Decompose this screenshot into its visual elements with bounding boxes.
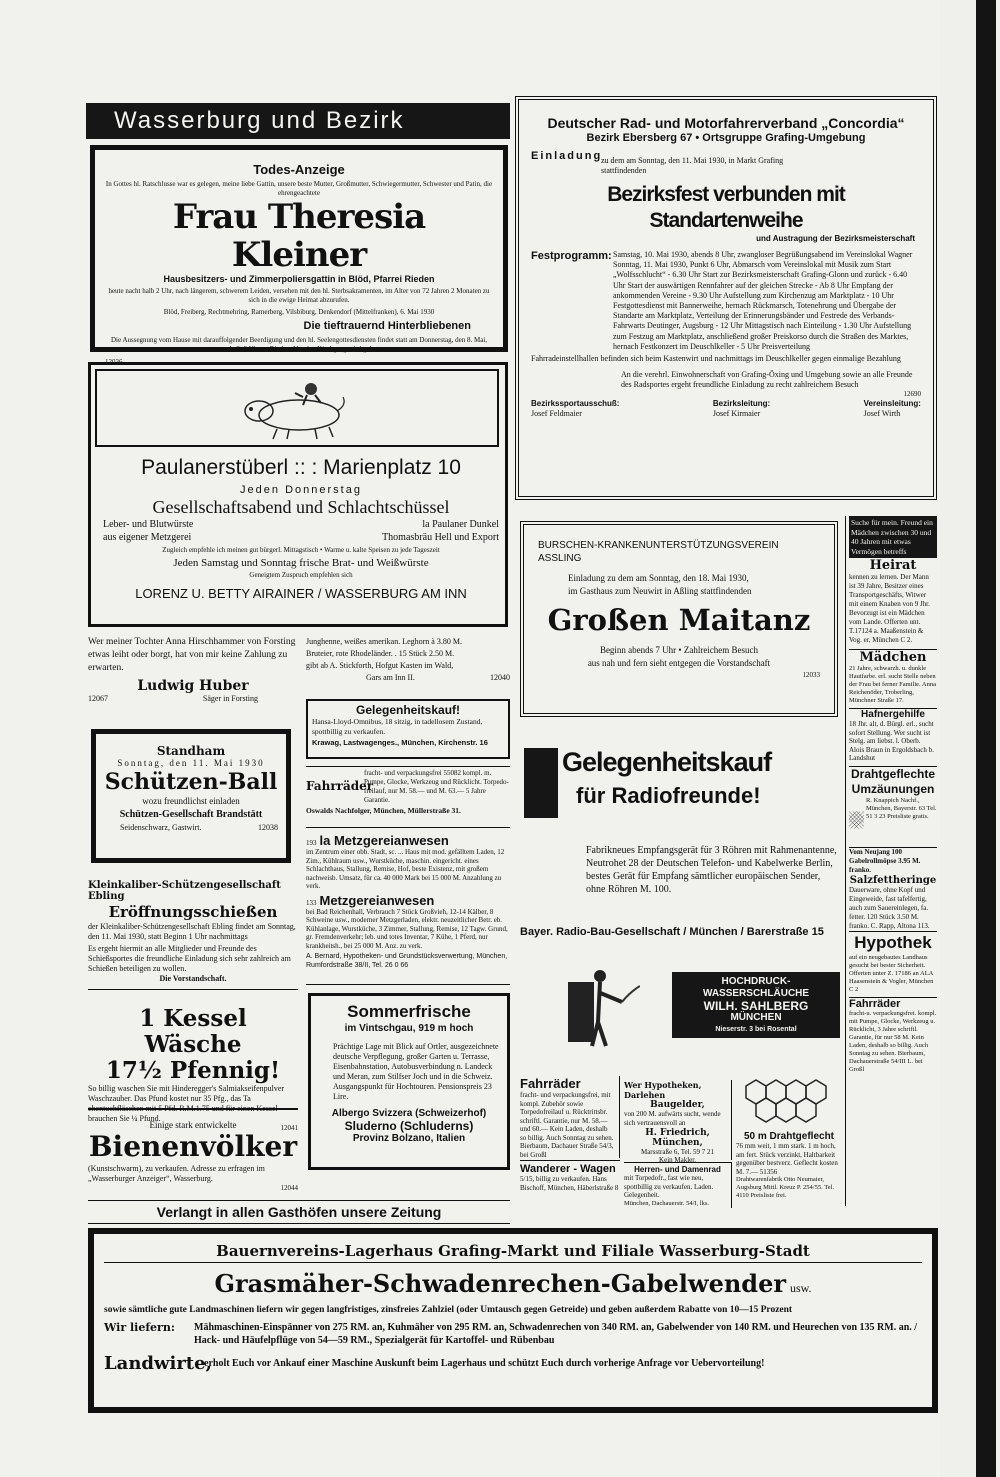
paulaner-line2: Gesellschaftsabend und Schlachtschüssel — [152, 497, 450, 517]
wanderer-ad — [520, 1160, 620, 1208]
metz-t2: Metzgereianwesen — [319, 892, 435, 908]
todes-intro: In Gottes hl. Ratschlusse war es gelegen, meine liebe Gattin, unsere beste Mutter, Großmutter, Schwiegermutter, Schwester und Patin, die ehrengeachtete — [105, 180, 493, 197]
deceased-title: Hausbesitzers- und Zimmerpoliersgattin in Blöd, Pfarrei Rieden — [163, 274, 435, 284]
gelegen1-l2: Krawag, Lastwagenges., München, Kirchenstr. 16 — [312, 738, 488, 747]
standham-date: Sonntag, den 11. Mai 1930 — [117, 758, 265, 768]
sahl-l3: WILH. SAHLBERG — [703, 999, 809, 1013]
jungh-num: 12040 — [490, 673, 510, 682]
concordia-sub: Bezirk Ebersberg 67 • Ortsgruppe Grafing-Umgebung — [586, 132, 866, 144]
fence-mesh-illustration — [849, 797, 864, 843]
sommer-sub: im Vintschgau, 919 m hoch — [344, 1023, 474, 1034]
standham-ball: Schützen-Ball — [104, 769, 278, 795]
kessel-text: So billig waschen Sie mit Hinderegger's Salmiakseifenpulver Waschzauber. Das Pfund kostet nur 35 Pfg., das Ta chentuchfläschen mit 5 Pfd. R.M.1.75 und für einen Kessel brauchen Sie ¼ Pfund. — [88, 1084, 285, 1123]
concordia-ad — [515, 96, 937, 500]
sommerfrische-ad — [308, 993, 510, 1170]
bauern-l3: erholt Euch vor Ankauf einer Maschine Auskunft beim Lagerhaus und schützt Euch durch vorherige Anfrage vor Uebervorteilung! — [204, 1358, 765, 1369]
pig-mascot-illustration — [237, 375, 367, 441]
standham-sig: Seidenschwarz, Gastwirt. — [120, 823, 202, 832]
burschen-inv2: im Gasthaus zum Neuwirt in Aßling stattfindenden — [568, 586, 752, 596]
hafner-title: Hafnergehilfe — [849, 708, 937, 720]
drahtgefl-title2: Umzäunungen — [851, 781, 935, 796]
bauern-wir: Wir liefern: — [104, 1321, 175, 1334]
concordia-festprog: Festprogramm: — [531, 250, 612, 262]
darlehen-ad — [624, 1080, 732, 1164]
sig3-name: Josef Wirth — [863, 409, 901, 419]
pig-illustration-frame — [95, 369, 499, 447]
kleinkaliber-ad — [88, 880, 298, 990]
herrenrad-ad — [624, 1162, 732, 1208]
burschen-inv1: Einladung zu dem am Sonntag, den 18. Mai 1930, — [568, 573, 749, 583]
mourners: Die tieftrauernd Hinterbliebenen — [303, 320, 471, 332]
klein-text: der Kleinkaliber-Schützengesellschaft Ebling findet am Sonntag, den 11. Mai 1930, statt Beginn 1 Uhr nachmittags — [88, 922, 296, 941]
concordia-closing: An die verehrl. Einwohnerschaft von Grafing-Öxing und Umgebung sowie an alle Freunde des Radsportes ergeht freundliche Einladung zu recht zahlreichem Besuch — [621, 370, 913, 390]
darl-addr: Marsstraße 6, Tel. 59 7 21 — [640, 1148, 715, 1156]
maedchen-text: 21 Jahre, schwarzh. u. dunkle Hautfarbe. erl. sucht Stelle neben der Frau bei ferner Familie. Anna Reichenöder, Troberling, Münchner Straße 17. — [849, 665, 936, 704]
burschen-main: Großen Maitanz — [547, 603, 811, 637]
burschen-sieht: aus nah und fern sieht entgegen die Vorstandschaft — [587, 658, 771, 668]
death-notice — [90, 145, 508, 366]
kessel-title2: 17½ Pfennig! — [105, 1057, 281, 1084]
wander-text: 5/15, billig zu verkaufen. Hans Bischoff, München, Häberlstraße 8 — [520, 1175, 619, 1192]
drahtgeflecht-ad — [736, 1076, 842, 1210]
concordia-inv1: zu dem am Sonntag, den 11. Mai 1930, in Markt Grafing — [601, 156, 784, 165]
bauern-title: Bauernvereins-Lagerhaus Grafing-Markt und Filiale Wasserburg-Stadt — [104, 1240, 922, 1263]
darl-sub2: Kein Makler. — [659, 1156, 696, 1164]
biene-text: (Kunstschwarm), zu verkaufen. Adresse zu erfragen im „Wasserburger Anzeiger“, Wasserburg. — [88, 1164, 265, 1183]
gelegenheit-bus-ad — [306, 699, 510, 759]
sig1-name: Josef Feldmaier — [531, 409, 582, 419]
sommer-title: Sommerfrische — [347, 1002, 471, 1021]
paulaner-footer: LORENZ U. BETTY AIRAINER / WASSERBURG AM INN — [135, 586, 467, 601]
kessel-num: 12041 — [280, 1124, 298, 1132]
herren-text: mit Torpedofr., fast wie neu, spottbillig zu verkaufen. Laden. Gelegenheit. — [624, 1174, 714, 1199]
concordia-einladung: Einladung — [531, 150, 603, 162]
concordia-und: und Austragung der Bezirksmeisterschaft — [756, 234, 915, 243]
burschen-title1: BURSCHEN-KRANKENUNTERSTÜTZUNGSVEREIN — [538, 540, 779, 551]
darl-name: H. Friedrich, München, — [645, 1128, 710, 1148]
fahrrad2-text: fracht- und verpackungsfrei, mit kompl. Zubehör sowie Torpedofreilauf u. Rücktrittsbr. schriftl. Garantie, nur M. 58.— und 60.— Kein Laden, deshalb so billig. Auch Sonntag zu sehen. Bierbaum, Dachauer Straße 54/3, bei Großl — [520, 1091, 614, 1159]
hypothek-title: Hypothek — [849, 931, 937, 954]
sommer-albergo: Albergo Svizzera (Schweizerhof) — [331, 1108, 487, 1119]
sahl-l1: HOCHDRUCK- — [721, 976, 791, 987]
biene-title: Bienenvölker — [88, 1130, 298, 1163]
draht1-sig: Drahtwarenfabrik Otto Neumaier, Augsburg Mittl. Kreuz P. 254/55. Tel. 4110 Preisliste frei. — [736, 1176, 835, 1199]
klein-title: Kleinkaliber-Schützengesellschaft Ebling — [88, 880, 281, 902]
right-column — [845, 516, 937, 1206]
metzgerei-ad — [306, 833, 510, 985]
paulaner-left2: aus eigener Metzgerei — [103, 532, 192, 543]
firefighter-hose-illustration — [560, 962, 640, 1052]
bauern-l1: sowie sämtliche gute Landmaschinen liefern wir gegen langfristiges, zinsfreies Zahlziel (oder Umtausch gegen Getreide) und geben außerdem Rabatte von 10—15 Prozent — [104, 1305, 793, 1315]
fahrrad1-sig: Oswalds Nachfolger, München, Müllerstraße 31. — [306, 806, 461, 815]
drahtgefl-sig: R. Knappich Nachf., München, Bayerstr. 63 Tel. 51 3 23 Preisliste gratis. — [865, 796, 937, 820]
darl-text: von 200 M. aufwärts sucht, wende sich vertrauensvoll an — [624, 1110, 721, 1127]
drahtgefl-title1: Drahtgeflechte — [850, 766, 936, 781]
todes-heading: Todes-Anzeige — [253, 162, 345, 177]
metz-tx2: bei Bad Reichenhall, Verbrauch 7 Stück Großvieh, 12-14 Kälber, 8 Schweine usw., moderner Metzgerladen, elektr. neuzeitlicher Betr. eb. Kühlanlage, Wurstküche, 3 Zimmer, Stallung, Remise, 12 Tagw. Grund, gr. Fremdenverkehr; leb. und totes Inventar, 7 Kühe, 1 Pferd, nur krankheitsh., bei 25 000 M. Anz. zu verk. — [306, 907, 508, 950]
paulaner-line1: Jeden Donnerstag — [240, 484, 362, 496]
fahrrad2-title: Fahrräder — [520, 1076, 581, 1091]
radio-title2: für Radiofreunde! — [576, 783, 761, 808]
sahl-l5: Nieserstr. 3 bei Rosental — [715, 1026, 797, 1033]
standham-num: 12038 — [258, 823, 278, 832]
fahrraeder-ad-2 — [520, 1076, 620, 1158]
sig1-head: Bezirkssportausschuß: — [531, 399, 620, 409]
burschen-title2: ASSLING — [538, 553, 582, 564]
fahrrad1-title: Fahrräder — [306, 779, 374, 793]
sahlberg-banner — [672, 972, 840, 1038]
hirschhammer-notice — [88, 636, 298, 720]
sahlberg-ad — [560, 960, 840, 1054]
gelegen1-title: Gelegenheitskauf! — [355, 703, 461, 717]
sahl-l4: MÜNCHEN — [730, 1012, 782, 1023]
todes-places: Blöd, Freiberg, Rechtmehring, Ramerberg, Vilsbiburg, Denkendorf (Mittelfranken), 6. Mai 1930 — [163, 308, 435, 316]
hirsch-text: Wer meiner Tochter Anna Hirschhammer von Forsting etwas leiht oder borgt, hat von mir keine Zahlung zu erwarten. — [88, 637, 296, 673]
hypothek-text: auf ein neugebautes Landhaus gesucht bei bester Sicherheit. Offerten unter Z. 17186 an ALA Haasenstein & Vogler, München C 2 — [849, 953, 934, 993]
wander-title: Wanderer - Wagen — [520, 1163, 616, 1175]
sommer-text: Prächtige Lage mit Blick auf Ortler, ausgezeichnete deutsche Verpflegung, großer Garten u. Terrasse, Eisenbahnstation, Autobusverbindung n. Landeck und Meran, zum Stilfser Joch und in die Schweiz. Ausgangspunkt für Hochtouren. Pensionspreis 23 Lire. — [333, 1042, 499, 1101]
bauern-l2: Mähmaschinen-Einspänner von 275 RM. an, Kuhmäher von 295 RM. an, Schwadenrechen von 340 RM. an, Gabelwender von 140 RM. und Heurechen von 135 RM. an. / Hack- und Häufelpflüge von 54—59 RM., Spezialgerät für Kartoffel- und Rübenbau — [194, 1322, 918, 1346]
sahl-l2: WASSERSCHLÄUCHE — [702, 988, 810, 999]
concordia-program: Samstag, 10. Mai 1930, abends 8 Uhr, zwangloser Begrüßungsabend im Vereinslokal Wagner Sonntag, 11. Mai 1930, Punkt 6 Uhr, Abmarsch vom Vereinslokal mit Musik zum Start „Wolfsschlucht“ - 6.30 Uhr Start zur Bezirksmeisterschaft Grafing-Glonn und zurück - 6.40 Uhr Start der auswärtigen Rennfahrer auf der gleichen Strecke - Ab 8 Uhr Empfang der ankommenden Vereine - 9.30 Uhr Aufstellung zum Kirchenzug am Marktplatz - 10 Uhr Festgottesdienst mit Bannerweihe, hernach Rückmarsch, Totenehrung und Übergabe der Standarte am Marktplatz, Verteilung der Erinnerungsbänder und Festrede des Verbands-Fahrwarts Deutinger, Augsburg - 12 Uhr Mittagstisch nach Einteilung - 1.30 Uhr Aufstellung zum Festzug am Marktplatz, anschließend großer Preiskorso durch die Straßen des Marktes, hernach Festkonzert im Deuschlkeller - 5 Uhr Preisverteilung — [613, 250, 913, 351]
concordia-fahrrad: Fahrradeinstellhallen befinden sich beim Kastenwirt und nachmittags im Deuschlkeller gegen einmalige Bezahlung — [531, 354, 901, 364]
biene-num: 12044 — [280, 1184, 298, 1192]
paulaner-ad — [88, 362, 508, 627]
bauern-main: Grasmäher-Schwadenrechen-Gabelwender — [214, 1269, 786, 1298]
metz-tx1: im Zentrum einer obb. Stadt, sc. ... Haus mit mod. gefälltem Laden, 12 Zim., Kühlraum usw., Wurstküche, maschin. eingericht. eines Schlachthaus, Stallung, Remise, Hof, beste Existenz, mit großem nachweisb. Umsatz, für ca. 40 000 Mark bei 15 000 M. Anzahlung zu verk. — [306, 848, 505, 890]
herren-addr: München, Dachauerstr. 54/I, lks. — [624, 1199, 710, 1207]
paulaner-left1: Leber- und Blutwürste — [103, 519, 194, 530]
fahrraeder-ad-1 — [306, 766, 510, 828]
hirsch-job: Säger in Forsting — [202, 694, 258, 703]
standham-ges: Schützen-Gesellschaft Brandstätt — [119, 809, 263, 820]
todes-funeral: Die Aussegnung vom Hause mit darauffolgender Beerdigung und den hl. Seelengottesdiensten findet statt am Donnerstag, den 8. Mai, vorm. halb 8 Uhr zu Rieden. Um den Kirchgang wird gebeten. — [110, 336, 488, 353]
burschen-ad — [520, 521, 838, 717]
biene-l1: Einige stark entwickelte — [149, 1120, 237, 1130]
bauern-usw: usw. — [789, 1281, 812, 1295]
radio-title1: Gelegenheitskauf — [562, 747, 772, 777]
bauernverein-ad — [88, 1228, 938, 1413]
gelegen1-l1: Hansa-Lloyd-Omnibus, 18 sitzig, in tadellosem Zustand, spottbillig zu verkaufen. — [312, 717, 483, 736]
fahrrad3-text: fracht-u. verpackungsfrei. kompl. mit Pumpe, Glocke, Werkzeug u. Rücklicht, 3 Jahre schriftl. Garantie, für nur 58 M. Kein Laden, deshalb so billig. Auch Sonntag zu sehen. Bierbaum, Dachauerstraße 54/III L. bei Großl — [849, 1009, 937, 1073]
draht1-text: 76 mm weit, 1 mm stark. 1 m hoch, am fert. Stück verzinkt, Haltbarkeit gegenüber bestverz. Geflecht kosten M. 7.— 51356 — [736, 1142, 838, 1176]
ad-number: 12036 — [105, 358, 123, 366]
jungh-l3: gibt ab A. Stickforth, Hofgut Kasten im Wald, — [306, 661, 454, 670]
standham-wozu: wozu freundlichst einladen — [142, 796, 240, 806]
bienen-ad — [88, 1120, 298, 1198]
burschen-beg: Beginn abends 7 Uhr • Zahlreichem Besuch — [599, 645, 759, 655]
paulaner-line5: Geneigtem Zuspruch empfehlen sich — [249, 571, 353, 579]
hirsch-name: Ludwig Huber — [137, 678, 249, 694]
junghenne-ad — [306, 636, 510, 694]
maedchen-title: Mädchen — [849, 649, 937, 665]
herren-title: Herren- und Damenrad — [634, 1165, 721, 1174]
hafner-text: 18 Jhr. alt, d. Bürgl. erl., sucht sofort Stellung. Wer sucht ist Stelg. am liebst. l. Oberb. Alois Braun in Ergoldsbach b. Landshut — [849, 720, 934, 762]
salz-text: Dauerware, ohne Kopf und Eingeweide, fast tafelfertig, auch zum Sauereinlegen, fa. fetter. 120 Stück 3.50 M. franko. C. Rapp, Altona 113. — [849, 885, 930, 930]
sommer-sluderno: Sluderno (Schluderns) — [344, 1119, 474, 1133]
salz-title: Salzfettheringe — [849, 874, 937, 886]
paulaner-right1: la Paulaner Dunkel — [422, 519, 499, 530]
todes-text: heute nacht halb 2 Uhr, nach längerem, schwerem Leiden, versehen mit den hl. Sterbsakramenten, im Alter von 72 Jahren 2 Monaten zu sich in die ewige Heimat abzurufen. — [108, 287, 490, 304]
paulaner-line4: Jeden Samstag und Sonntag frische Brat- und Weißwürste — [173, 557, 429, 569]
metz-sig: A. Bernard, Hypotheken- und Grundstücksverwertung, München, Rumfordstraße 38/II, Tel. 26 0 66 — [306, 953, 508, 969]
jungh-l2: Bruteier, rote Rhodeländer. . 15 Stück 2.50 M. — [306, 649, 455, 658]
kessel-title1: 1 Kessel Wäsche — [139, 1005, 247, 1058]
standham-ad — [91, 729, 291, 863]
radio-text: Fabrikneues Empfangsgerät für 3 Röhren mit Rahmenantenne, Neutrohet 28 der Deutschen Telefon- und Kabelwerke Berlin, bestes Gerät für Empfang sämtlicher europäischen Sender, ohne Röhren M. 100. — [586, 845, 837, 895]
fahrrad1-text: fracht- und verpackungsfrei 55082 kompl. m. Pumpe, Glocke, Werkzeug und Rücklicht. Torpedo-freilauf, nur M. 58.— und M. 63.— 5 Jahre Garantie. — [364, 769, 509, 804]
big-initial-g — [524, 748, 558, 818]
radio-sig: Bayer. Radio-Bau-Gesellschaft / München / Barerstraße 15 — [520, 926, 824, 938]
klein-text2: Es ergeht hiermit an alle Mitglieder und Freunde des Schießsportes die freundliche Einladung sich sehr zahlreich am Schießen beteiligen zu wollen. — [88, 944, 291, 973]
bauern-land: Landwirte, — [104, 1353, 212, 1374]
metz-t1: la Metzgereianwesen — [319, 833, 449, 848]
darl-sub: Baugelder, — [650, 1100, 705, 1110]
concordia-title: Deutscher Rad- und Motorfahrerverband „Concordia“ — [547, 115, 905, 131]
sig3-head: Vereinsleitung: — [863, 399, 921, 409]
verlangt-banner — [88, 1200, 510, 1224]
draht1-title: 50 m Drahtgeflecht — [743, 1131, 835, 1142]
fahrrad3-title: Fahrräder — [849, 997, 937, 1010]
jungh-l1: Junghenne, weißes amerikan. Leghorn à 3.80 M. — [306, 637, 462, 646]
radio-ad — [520, 740, 842, 950]
sommer-prov: Provinz Bolzano, Italien — [352, 1133, 466, 1144]
paulaner-line3: Zugleich empfehle ich meinen gut bürgerl. Mittagstisch • Warme u. kalte Speisen zu jede Tageszeit — [162, 546, 440, 554]
deceased-name: Frau Theresia Kleiner — [172, 197, 426, 275]
jungh-l4: Gars am Inn II. — [366, 673, 415, 682]
concordia-inv2: stattfindenden — [601, 166, 647, 175]
heirat-title: Heirat — [869, 558, 917, 573]
concordia-fest: Bezirksfest verbunden mit Standartenweihe — [607, 183, 845, 232]
metz-n2: 133 — [306, 898, 317, 907]
suche-ad: Suche für mein. Freund ein Mädchen zwischen 30 und 40 Jahren mit etwas Vermögen betreffs — [849, 516, 937, 558]
gabel-text: Vom Neujang 100 Gabelrollmöpse 3.95 M. franko. — [849, 847, 937, 875]
paulaner-right2: Thomasbräu Hell und Export — [382, 532, 499, 543]
paulaner-title: Paulanerstüberl :: : Marienplatz 10 — [141, 456, 461, 479]
metz-n1: 193 — [306, 839, 317, 847]
wire-mesh-illustration — [736, 1076, 840, 1126]
sig2-head: Bezirksleitung: — [712, 399, 771, 409]
standham-title: Standham — [156, 744, 226, 758]
scan-edge — [940, 0, 1000, 1477]
heirat-text: kennen zu lernen. Der Mann ist 39 Jahre, Besitzer eines Transportgeschäfts, Witwer mit einem Knaben von 9 Jhr. Bevorzugt ist ein Mädchen vom Lande. Offerten unt. T.17124 a. Maaßenstein & Vog. er, München C 2. — [849, 573, 930, 644]
klein-sig: Die Vorstandschaft. — [159, 974, 227, 983]
darl-title: Wer Hypotheken, Darlehen — [624, 1080, 702, 1100]
klein-eroeff: Eröffnungsschießen — [108, 903, 278, 921]
sig2-name: Josef Kirmaier — [712, 409, 761, 419]
section-header: Wasserburg und Bezirk — [86, 103, 510, 139]
concordia-num: 12690 — [903, 390, 921, 399]
hirsch-num: 12067 — [88, 694, 108, 703]
verlangt-text: Verlangt in allen Gasthöfen unsere Zeitung — [156, 1204, 442, 1220]
burschen-num: 12033 — [802, 671, 820, 679]
